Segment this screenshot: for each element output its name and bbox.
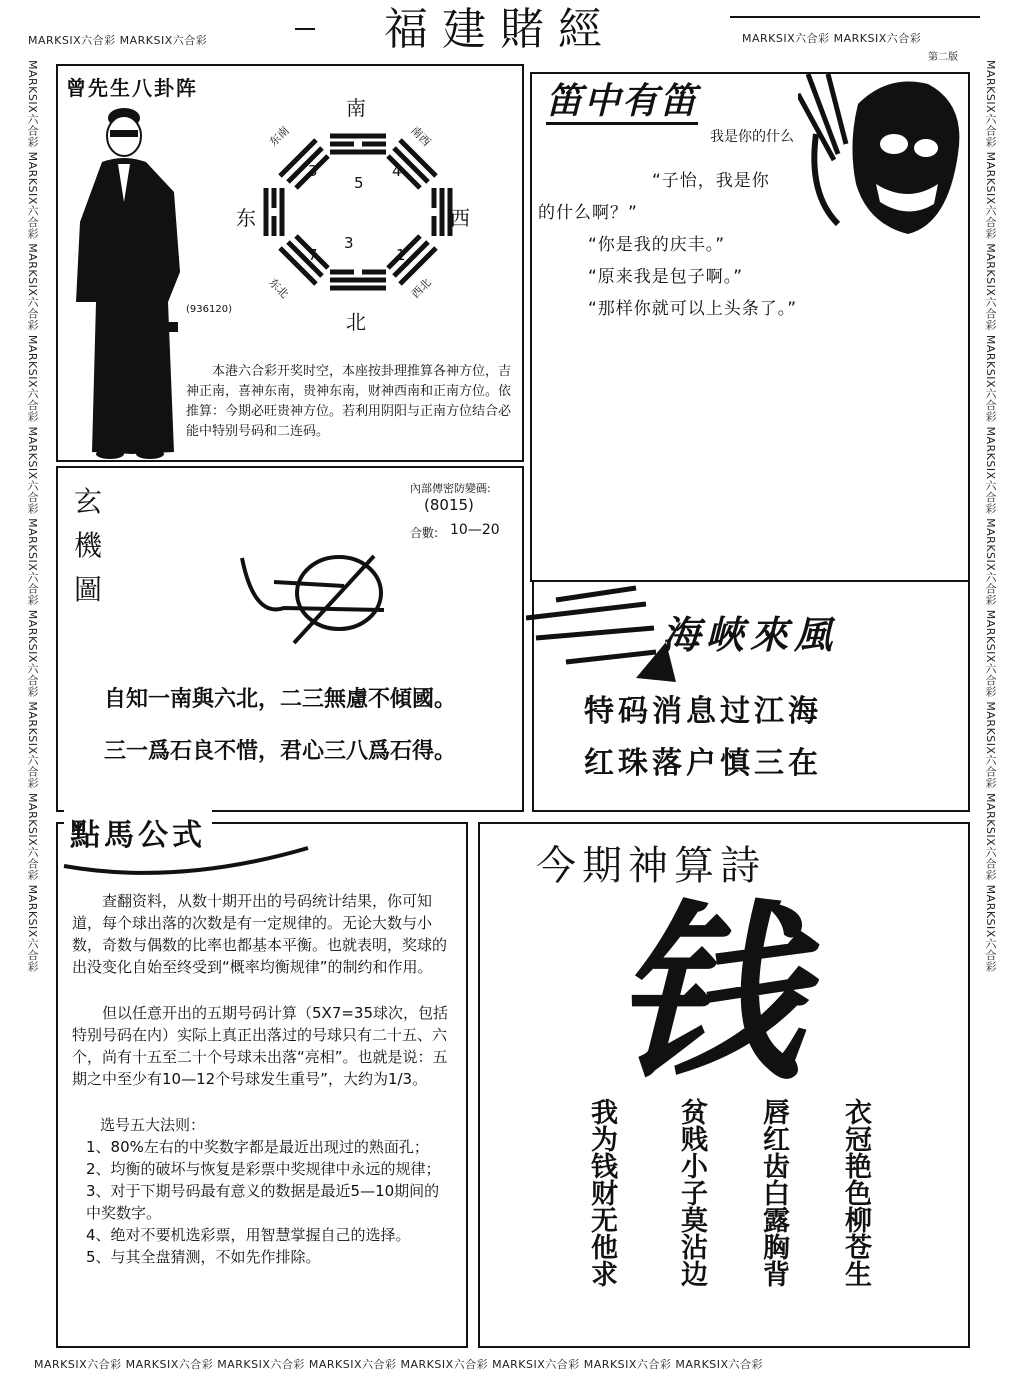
poem-heading: 今期神算詩 bbox=[536, 843, 766, 889]
bagua-text: 本港六合彩开奖时空，本座按卦理推算各神方位，吉神正南，喜神东南，贵神东南，财神西南和正南方位。依推算：今期必旺贵神方位。若利用阴阳与正南方位结合必能中特别号码和二连码。 bbox=[186, 364, 512, 439]
rule-item: 1、80%左右的中奖数字都是最近出现过的熟面孔； bbox=[86, 1138, 429, 1156]
top-left-strip: MARKSIX六合彩 MARKSIX六合彩 bbox=[28, 34, 208, 47]
dir-north: 北 bbox=[346, 310, 366, 334]
poem-panel bbox=[478, 822, 970, 1348]
bagua-number: 3 bbox=[308, 162, 318, 180]
formula-para-1: 查翻资料，从数十期开出的号码统计结果，你可知道，每个球出落的次数是有一定规律的。无论大数与小数，奇数与偶数的比率也都基本平衡。也就表明，奖球的出没变化自始至终受到“概率均衡规律”的制约和作用。 bbox=[72, 892, 448, 976]
photo-code: (936120) bbox=[186, 304, 232, 315]
dir-south: 南 bbox=[346, 96, 366, 120]
masthead-title: 福建賭經 bbox=[384, 4, 616, 55]
joke-heading: 笛中有笛 bbox=[546, 80, 698, 125]
mystery-heading-char: 機 bbox=[73, 529, 102, 562]
strait-heading: 海峽來風 bbox=[662, 612, 839, 657]
dir-northeast: 东北 bbox=[266, 275, 292, 301]
mystery-heading bbox=[68, 480, 108, 612]
dir-east: 东 bbox=[236, 206, 256, 230]
fortune-teller-figure bbox=[62, 102, 194, 462]
poem-column-text: 唇红齿白露胸背 bbox=[758, 1098, 789, 1287]
rules-title: 选号五大法则： bbox=[100, 1116, 206, 1134]
poem-column-text: 我为钱财无他求 bbox=[586, 1098, 617, 1287]
poem-column-4 bbox=[838, 1098, 878, 1287]
bagua-number: 4 bbox=[392, 162, 402, 180]
edition-label: 第二版 bbox=[928, 52, 958, 63]
mystery-verse-1: 自知一南與六北，二三無慮不傾國。 bbox=[104, 687, 457, 712]
left-side-strip: MARKSIX六合彩 MARKSIX六合彩 MARKSIX六合彩 MARKSIX六合彩 MARKSIX六合彩 MARKSIX六合彩 MARKSIX六合彩 MARKSIX六合彩 MARKSIX六合彩 MARKSIX六合彩 bbox=[26, 60, 39, 973]
formula-heading: 點馬公式 bbox=[64, 810, 212, 854]
code-value: (8015) bbox=[424, 496, 474, 514]
bagua-panel bbox=[56, 64, 524, 462]
joke-line: “原来我是包子啊。” bbox=[588, 267, 744, 287]
strait-line-1: 特码消息过江海 bbox=[584, 694, 822, 729]
joke-line: “子怡，我是你 bbox=[652, 171, 770, 191]
joke-line: “你是我的庆丰。” bbox=[588, 235, 726, 255]
rule-item: 2、均衡的破坏与恢复是彩票中奖规律中永远的规律； bbox=[86, 1160, 441, 1178]
strait-panel bbox=[532, 580, 970, 812]
poem-column-1 bbox=[584, 1098, 624, 1287]
rules-list bbox=[86, 1136, 446, 1268]
rule-item: 3、对于下期号码最有意义的数据是最近5—10期间的中奖数字。 bbox=[86, 1182, 440, 1222]
sum-label: 合數: bbox=[410, 526, 439, 540]
formula-panel bbox=[56, 818, 468, 1348]
rule-item: 5、与其全盘猜测，不如先作排除。 bbox=[86, 1248, 321, 1266]
joke-line: 的什么啊？” bbox=[538, 203, 638, 223]
joke-line: “那样你就可以上头条了。” bbox=[588, 299, 798, 319]
bagua-number: 1 bbox=[396, 246, 406, 264]
bagua-heading: 曾先生八卦阵 bbox=[66, 76, 198, 100]
poem-column-text: 衣冠艳色柳苍生 bbox=[840, 1098, 871, 1287]
masthead-rule-left bbox=[295, 28, 315, 30]
right-side-strip: MARKSIX六合彩 MARKSIX六合彩 MARKSIX六合彩 MARKSIX六合彩 MARKSIX六合彩 MARKSIX六合彩 MARKSIX六合彩 MARKSIX六合彩 MARKSIX六合彩 MARKSIX六合彩 bbox=[984, 60, 997, 973]
joke-line: 我是你的什么 bbox=[710, 129, 794, 145]
bagua-number: 3 bbox=[344, 234, 354, 252]
heading-swoosh bbox=[58, 846, 318, 882]
poem-column-2 bbox=[674, 1098, 714, 1287]
sum-value: 10—20 bbox=[450, 522, 500, 538]
bagua-diagram bbox=[258, 92, 458, 332]
top-right-strip: MARKSIX六合彩 MARKSIX六合彩 bbox=[742, 32, 922, 45]
poem-column-3 bbox=[756, 1098, 796, 1287]
bagua-number: 7 bbox=[308, 246, 318, 264]
bottom-strip: MARKSIX六合彩 MARKSIX六合彩 MARKSIX六合彩 MARKSIX六合彩 MARKSIX六合彩 MARKSIX六合彩 MARKSIX六合彩 MARKSIX六合彩 bbox=[34, 1358, 764, 1371]
mystery-heading-char: 玄 bbox=[73, 485, 102, 518]
dir-west: 西 bbox=[450, 206, 470, 230]
dir-northwest: 西北 bbox=[408, 275, 434, 301]
formula-para-2: 但以任意开出的五期号码计算（5X7=35球次，包括特别号码在内）实际上真正出落过的号球只有二十五、六个，尚有十五至二十个号球未出落“亮相”。也就是说：五期之中至少有10—12个号球发生重号”，大约为1/3。 bbox=[72, 1004, 449, 1088]
masthead-rule-right bbox=[730, 16, 980, 18]
mystery-panel bbox=[56, 466, 524, 812]
dir-southwest: 南西 bbox=[408, 123, 434, 149]
joke-panel bbox=[530, 72, 970, 582]
strait-line-2: 红珠落户慎三在 bbox=[584, 746, 822, 781]
mystery-heading-char: 圖 bbox=[73, 573, 102, 606]
poem-column-text: 贫贱小子莫沾边 bbox=[676, 1098, 707, 1287]
rule-item: 4、绝对不要机选彩票，用智慧掌握自己的选择。 bbox=[86, 1226, 411, 1244]
cartoon-face bbox=[798, 74, 970, 244]
poem-big-char: 钱 bbox=[612, 882, 803, 1105]
mystery-drawing bbox=[234, 548, 394, 648]
bagua-number: 5 bbox=[354, 174, 364, 192]
code-label: 內部傳密防變碼: bbox=[410, 482, 491, 495]
mystery-verse-2: 三一爲石良不惜，君心三八爲石得。 bbox=[104, 739, 457, 764]
dir-southeast: 东南 bbox=[266, 123, 292, 149]
